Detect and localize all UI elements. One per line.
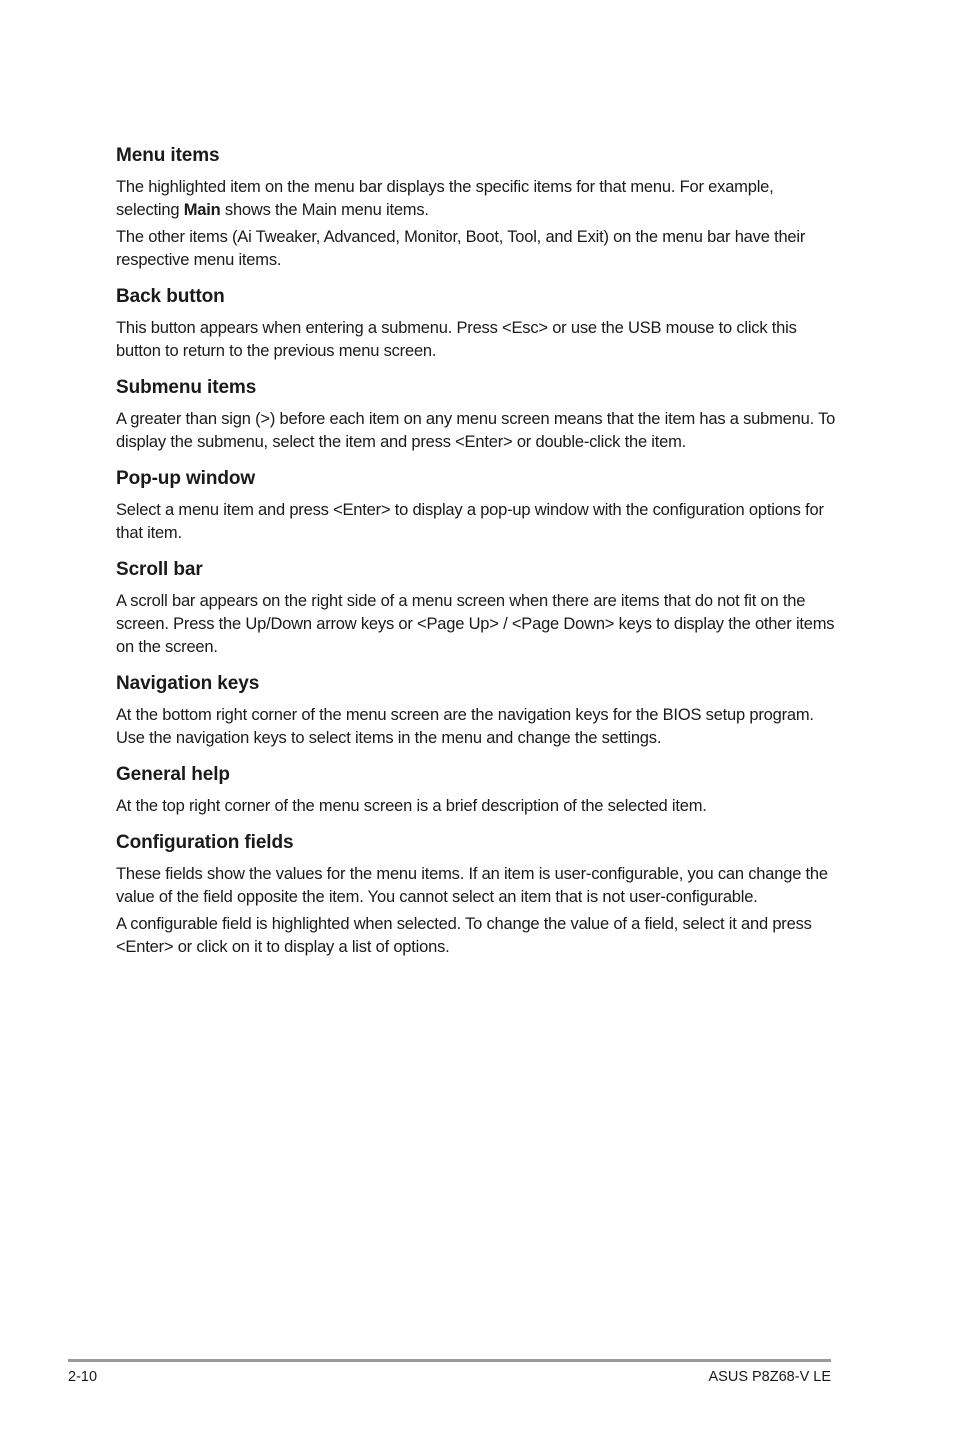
section-heading: Configuration fields [116, 832, 294, 853]
section-heading: Scroll bar [116, 559, 203, 580]
section-heading: Pop-up window [116, 468, 256, 489]
paragraph-text: The highlighted item on the menu bar displays the specific items for that menu. For example, selecting [116, 178, 774, 219]
section-popup-window [116, 467, 836, 545]
section-submenu-items [116, 376, 836, 454]
footer-divider [68, 1359, 831, 1362]
section-heading: Navigation keys [116, 673, 260, 694]
section-paragraph: A greater than sign (>) before each item on any menu screen means that the item has a submenu. To display the submenu, select the item and press <Enter> or double-click the item. [116, 410, 836, 451]
section-menu-items [116, 144, 836, 272]
section-paragraph: A configurable field is highlighted when selected. To change the value of a field, select it and press <Enter> or click on it to display a list of options. [116, 915, 812, 956]
section-paragraph: At the top right corner of the menu screen is a brief description of the selected item. [116, 797, 707, 815]
section-heading: Submenu items [116, 377, 257, 398]
section-paragraph: At the bottom right corner of the menu screen are the navigation keys for the BIOS setup program. Use the navigation keys to select items in the menu and change the settings. [116, 706, 814, 747]
section-general-help [116, 763, 836, 818]
paragraph-text: shows the Main menu items. [220, 201, 429, 219]
page-number: 2-10 [68, 1369, 98, 1385]
section-heading: Menu items [116, 145, 220, 166]
section-configuration-fields [116, 831, 836, 959]
document-body [116, 144, 836, 959]
section-scroll-bar [116, 558, 836, 659]
section-paragraph: The other items (Ai Tweaker, Advanced, Monitor, Boot, Tool, and Exit) on the menu bar have their respective menu items. [116, 228, 806, 269]
section-navigation-keys [116, 672, 836, 750]
section-back-button [116, 285, 836, 363]
bold-term: Main [183, 201, 221, 219]
section-paragraph: A scroll bar appears on the right side of a menu screen when there are items that do not fit on the screen. Press the Up/Down arrow keys or <Page Up> / <Page Down> keys to display the other items on the screen. [116, 592, 835, 656]
product-name: ASUS P8Z68-V LE [708, 1369, 831, 1385]
section-paragraph: These fields show the values for the menu items. If an item is user-configurable, you can change the value of the field opposite the item. You cannot select an item that is not user-configurable. [116, 865, 828, 906]
section-heading: Back button [116, 286, 225, 307]
section-paragraph: This button appears when entering a submenu. Press <Esc> or use the USB mouse to click this button to return to the previous menu screen. [116, 319, 797, 360]
section-paragraph [116, 176, 836, 222]
section-paragraph: Select a menu item and press <Enter> to display a pop-up window with the configuration options for that item. [116, 501, 824, 542]
section-heading: General help [116, 764, 230, 785]
